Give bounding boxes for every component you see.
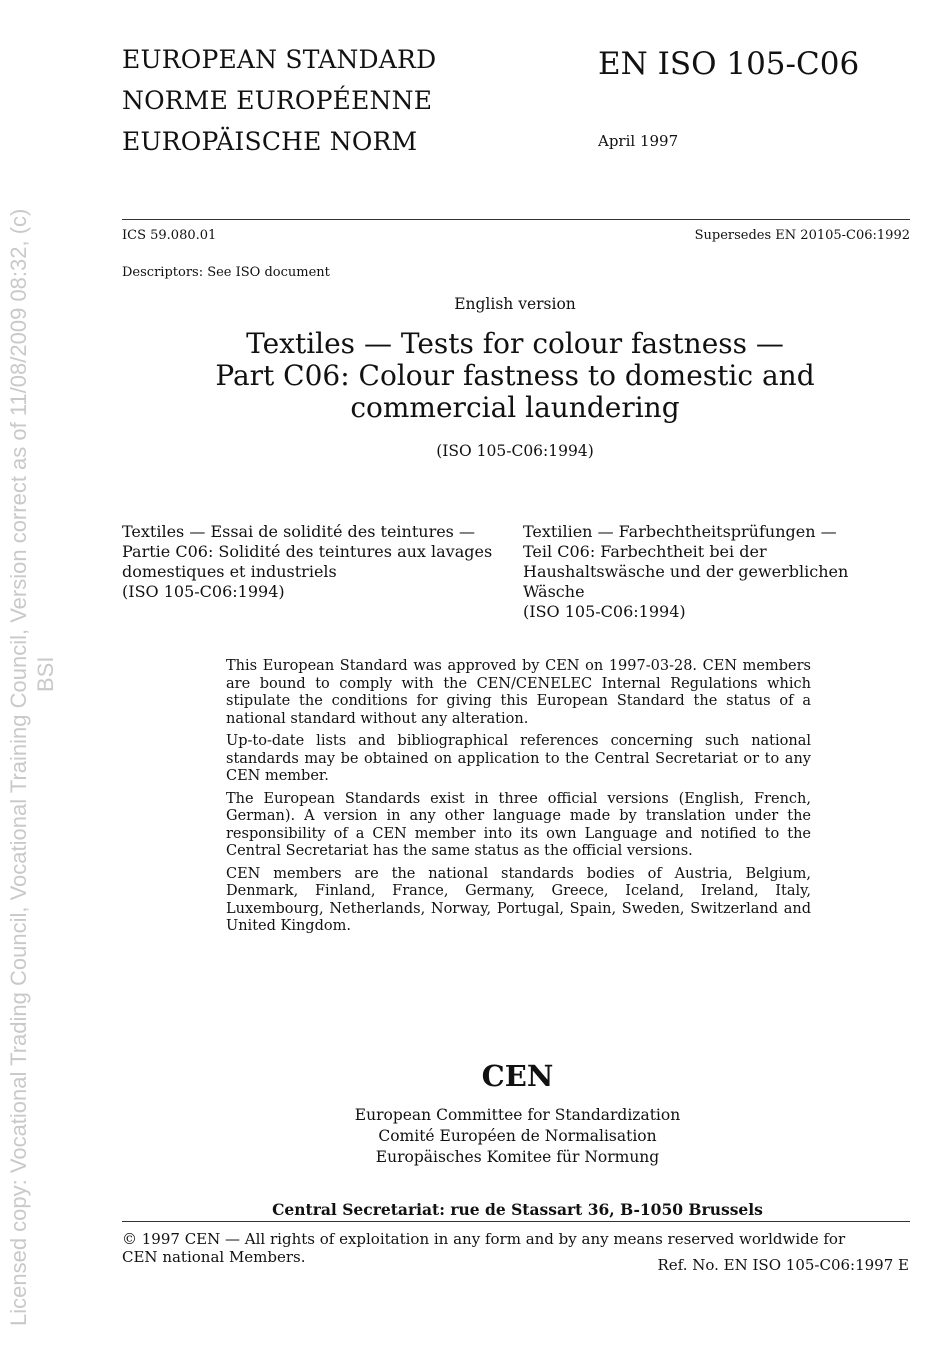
cen-name-line: European Committee for Standardization xyxy=(354,1106,681,1124)
german-title-line: (ISO 105-C06:1994) xyxy=(523,602,686,621)
french-title-line: (ISO 105-C06:1994) xyxy=(122,582,285,601)
supersedes-note: Supersedes EN 20105-C06:1992 xyxy=(694,228,910,243)
document-title-line: commercial laundering xyxy=(350,391,680,424)
body-paragraph: The European Standards exist in three official versions (English, French, German). A version in any other language made by translation under the responsibility of a CEN member into its own Language and notified to the Central Secretariat has the same status as the official versions. xyxy=(226,790,811,859)
french-title-line: Partie C06: Solidité des teintures aux lavages xyxy=(122,542,493,561)
footer-divider xyxy=(122,1221,910,1222)
german-title-column xyxy=(523,522,913,622)
french-title-line: Textiles — Essai de solidité des teintures — xyxy=(122,522,475,541)
approval-text xyxy=(226,658,811,941)
version-label: English version xyxy=(454,295,576,313)
watermark-line-1: Licensed copy: Vocational Trading Council, Vocational Training Council, Version correct as of 11/08/2009 08:32, (c) xyxy=(6,208,31,1326)
standard-type-titles xyxy=(122,39,436,162)
body-paragraph: Up-to-date lists and bibliographical references concerning such national standards may be obtained on application to the Central Secretariat or to any CEN member. xyxy=(226,733,811,784)
watermark-line-2: BSI xyxy=(33,656,58,692)
german-title-line: Wäsche xyxy=(523,582,585,601)
publication-date: April 1997 xyxy=(598,132,679,150)
cen-logo-text: CEN xyxy=(481,1059,554,1093)
german-title-line: Teil C06: Farbechtheit bei der xyxy=(523,542,767,561)
document-title-line: Textiles — Tests for colour fastness — xyxy=(246,327,784,360)
french-title-column xyxy=(122,522,512,602)
body-paragraph: CEN members are the national standards bodies of Austria, Belgium, Denmark, Finland, France, Germany, Greece, Iceland, Ireland, Italy, Luxembourg, Netherlands, Norway, Portugal, Spain, Sweden, Switzerland and United Kingdom. xyxy=(226,865,811,934)
cen-name-line: Comité Européen de Normalisation xyxy=(378,1127,657,1145)
ics-code: ICS 59.080.01 xyxy=(122,228,217,243)
body-paragraph: This European Standard was approved by CEN on 1997-03-28. CEN members are bound to comply with the CEN/CENELEC Internal Regulations which stipulate the conditions for giving this European Standard the status of a national standard without any alteration. xyxy=(226,658,811,727)
central-secretariat: Central Secretariat: rue de Stassart 36, B-1050 Brussels xyxy=(272,1200,763,1219)
german-title-line: Textilien — Farbechtheitsprüfungen — xyxy=(523,522,837,541)
iso-reference: (ISO 105-C06:1994) xyxy=(436,442,594,460)
title-french: NORME EUROPÉENNE xyxy=(122,86,433,115)
title-english: EUROPEAN STANDARD xyxy=(122,45,437,74)
document-title xyxy=(120,328,910,424)
cen-names xyxy=(120,1105,915,1168)
french-title-line: domestiques et industriels xyxy=(122,562,337,581)
license-watermark xyxy=(0,0,60,1345)
document-title-line: Part C06: Colour fastness to domestic and xyxy=(215,359,815,392)
standard-code: EN ISO 105-C06 xyxy=(598,46,860,82)
header-divider xyxy=(122,219,910,220)
copyright-notice: © 1997 CEN — All rights of exploitation in any form and by any means reserved worldwide for CEN national Members. xyxy=(122,1230,846,1266)
reference-number: Ref. No. EN ISO 105-C06:1997 E xyxy=(657,1256,909,1274)
title-german: EUROPÄISCHE NORM xyxy=(122,127,418,156)
german-title-line: Haushaltswäsche und der gewerblichen xyxy=(523,562,849,581)
cen-name-line: Europäisches Komitee für Normung xyxy=(375,1148,660,1166)
descriptors: Descriptors: See ISO document xyxy=(122,265,330,280)
